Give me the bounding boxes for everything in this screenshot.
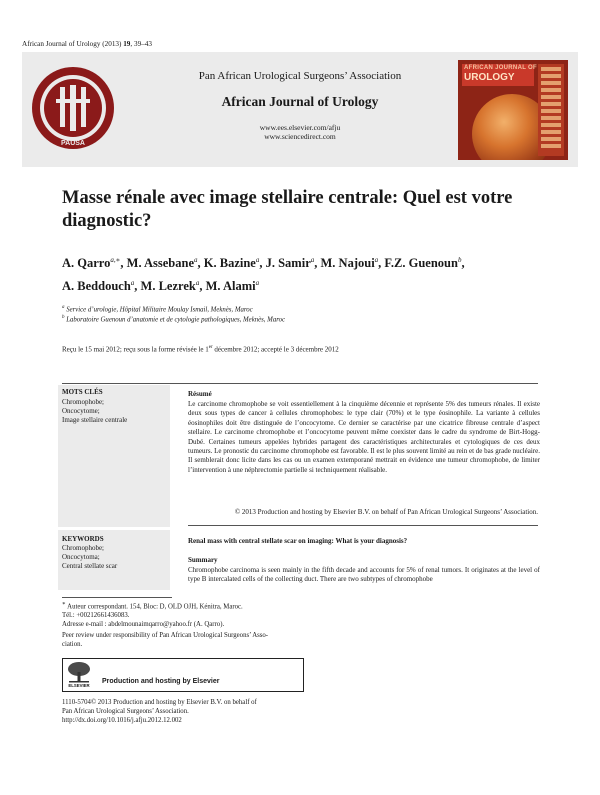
author-list bbox=[62, 250, 562, 296]
english-title: Renal mass with central stellate scar on imaging: What is your diagnosis? bbox=[188, 537, 408, 545]
keyword: Oncocytoma; bbox=[62, 553, 100, 561]
keywords-fr-heading: MOTS CLÉS bbox=[62, 388, 103, 396]
elsevier-wordmark: ELSEVIER bbox=[68, 683, 90, 688]
keywords-en-heading: KEYWORDS bbox=[62, 535, 104, 543]
issn-doi: 1110-5704© 2013 Production and hosting by Elsevier B.V. on behalf of Pan African Urological Surgeons’ Association. http://dx.doi.org/10.1016/j.afju.2012.12.002 bbox=[62, 699, 257, 724]
author: M. Assebane$^a$, bbox=[126, 256, 204, 271]
logo-text: PAUSA bbox=[61, 140, 85, 147]
journal-url[interactable]: www.ees.elsevier.com/afju bbox=[259, 123, 341, 132]
keyword: Chromophobe; bbox=[62, 544, 104, 552]
affiliation-a: $^a$ Service d’urologie, Hôpital Militaire Moulay Ismail, Meknès, Maroc bbox=[62, 305, 253, 314]
keyword: Chromophobe; bbox=[62, 398, 104, 406]
keyword: Image stellaire centrale bbox=[62, 416, 128, 424]
association-name: Pan African Urological Surgeons’ Association bbox=[198, 70, 402, 82]
author: F.Z. Guenoun$^b$, bbox=[384, 256, 465, 271]
journal-cover bbox=[458, 60, 568, 160]
peer-review-note: Peer review under responsibility of Pan African Urological Surgeons’ Asso- ciation. bbox=[62, 632, 269, 648]
author: M. Lezrek$^a$, bbox=[140, 279, 206, 294]
sciencedirect-url[interactable]: www.sciencedirect.com bbox=[264, 132, 336, 141]
cover-line1: AFRICAN JOURNAL OF bbox=[464, 65, 537, 71]
doi-link[interactable]: http://dx.doi.org/10.1016/j.afju.2012.12.002 bbox=[62, 717, 182, 724]
keyword: Oncocytome; bbox=[62, 407, 100, 415]
affiliation-b: $^b$ Laboratoire Guenoun d’anatomie et de cytologie pathologiques, Meknès, Maroc bbox=[62, 315, 286, 324]
production-text: Production and hosting by Elsevier bbox=[102, 678, 220, 685]
resume-text: Le carcinome chromophobe se voit essentiellement à la cinquième décennie et représente 5% des tumeurs rénales. Il existe deux sous types de cancer à cellules chromophobes: le type clair (70%) et le type éosinophile. La variante à cellules éosinophiles doit être distinguée de l’oncocytome. Ce dernier se caractérise par une cicatrice fibreuse centrale d’aspect stellaire. Le carcinome chromophobe et l’oncocytome peuvent même coexister dans le cadre du syndrome de Birt-Hogg-Dubé. Certaines tumeurs appelées hybrides partagent des caractéristiques architecturales et cytologiques de ces deux tumeurs. Le pronostic du carcinome chromophobe est favorable. Il est le plus souvent limité au rein et de bas grade nucléaire. Il semblerait donc licite dans les cas ou un examen extemporané mettrait en évidence une tumeur chromophobe, de limiter l’intervention à une néphrectomie partielle si techniquement réalisable. bbox=[188, 400, 540, 474]
resume-heading: Résumé bbox=[188, 390, 212, 398]
production-box bbox=[62, 658, 304, 692]
journal-name: African Journal of Urology bbox=[221, 94, 379, 109]
author: M. Alami$^a$ bbox=[205, 279, 260, 294]
author: A. Qarro$^{a,∗}$, bbox=[62, 256, 127, 271]
summary-heading: Summary bbox=[188, 556, 218, 564]
copyright-notice: © 2013 Production and hosting by Elsevier B.V. on behalf of Pan African Urological Surgeons’ Association. bbox=[234, 508, 538, 516]
author: K. Bazine$^a$, bbox=[203, 256, 266, 271]
corresponding-author-footnote: ∗ Auteur correspondant. 154, Bloc: D, OLD OJH, Kénitra, Maroc. Tél.: +00212661436083. Adresse e-mail : abdelmounaimqarro@yahoo.fr (A. Qarro). bbox=[62, 601, 243, 629]
article-title: Masse rénale avec image stellaire centrale: Quel est votre diagnostic? bbox=[62, 188, 513, 231]
author: J. Samir$^a$, bbox=[265, 256, 321, 271]
received-dates: Reçu le 15 mai 2012; reçu sous la forme révisée le 1er décembre 2012; accepté le 3 décembre 2012 bbox=[62, 345, 339, 354]
running-head: African Journal of Urology (2013) 19, 39–43 bbox=[22, 40, 152, 48]
author: A. Beddouch$^a$, bbox=[62, 279, 141, 294]
section-divider bbox=[62, 383, 538, 384]
author: M. Najoui$^a$, bbox=[320, 256, 385, 271]
section-divider bbox=[188, 525, 538, 526]
footnote-rule bbox=[62, 597, 172, 598]
pausa-logo bbox=[30, 65, 116, 151]
keyword: Central stellate scar bbox=[62, 562, 118, 570]
cover-line2: UROLOGY bbox=[464, 72, 515, 83]
summary-text: Chromophobe carcinoma is seen mainly in the fifth decade and accounts for 5% of renal tumors. It originates at the level of type B intercalated cells of the collecting duct. There are two subtypes of chromophobe bbox=[188, 566, 540, 584]
